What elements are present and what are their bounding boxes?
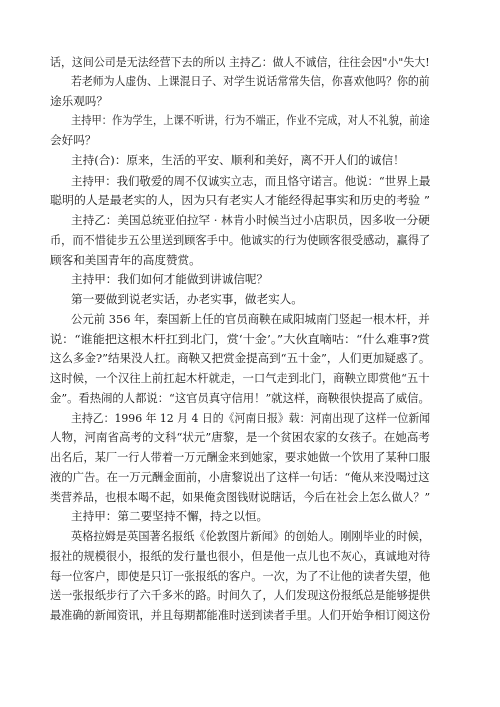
text-line: 会好吗？ [50, 133, 97, 147]
text-line: 公元前 356 年，秦国新上任的官员商鞅在咸阳城南门竖起一根木杆，并 [71, 312, 430, 326]
text-line: 送一张报纸步行了六千多米的路。时间久了，人们发现这份报纸总是能够提供 [50, 588, 431, 602]
text-line: 这么多金?”结果没人扛。商鞅又把赏金提高到“五十金”，人们更加疑惑了。 [50, 351, 431, 365]
text-line: 人物，河南省高考的文科“状元”唐黎，是一个贫困农家的女孩子。在她高考 [50, 430, 430, 444]
text-line: 英格拉姆是英国著名报纸《伦敦图片新闻》的创始人。刚刚毕业的时候， [71, 529, 431, 543]
text-line: 主持甲：作为学生，上课不听讲，行为不端正，作业不完成，对人不礼貌，前途 [71, 113, 430, 127]
text-line: 第一要做到说老实话，办老实事，做老实人。 [71, 292, 303, 306]
text-line: 主持甲：第二要坚持不懈，持之以恒。 [71, 509, 269, 523]
text-line: 报社的规模很小，报纸的发行量也很小，但是他一点儿也不灰心，真诚地对待 [50, 549, 431, 563]
text-line: 出名后，某厂一行人带着一万元酬金来到她家，要求她做一个饮用了某种口服 [50, 450, 431, 464]
text-line: 主持(合)：原来，生活的平安、顺利和美好，离不开人们的诚信！ [71, 153, 405, 167]
text-line: 币，而不惜徒步五公里送到顾客手中。他诚实的行为使顾客很受感动，赢得了 [50, 233, 431, 247]
text-line: 液的广告。在一万元酬金面前，小唐黎说出了这样一句话：“俺从来没喝过这 [50, 470, 430, 484]
text-line: 顾客和美国青年的高度赞赏。 [50, 253, 201, 267]
text-line: 说：“谁能把这根木杆扛到北门，赏‘十金’。”大伙直嘀咕：“什么难事?赏 [50, 332, 430, 346]
text-line: 这时候，一个汉往上前扛起木杆就走，一口气走到北门，商鞅立即赏他“五十 [50, 371, 430, 385]
text-line: 途乐观吗？ [50, 94, 108, 108]
text-line: 话，这间公司是无法经营下去的所以 主持乙：做人不诚信，往往会因"小"失大! [50, 55, 430, 69]
text-line: 类营养品，也根本喝不起，如果俺贪图钱财说瞎话，今后在社会上怎么做人？” [50, 490, 431, 504]
text-line: 主持甲：我们如何才能做到讲诚信呢？ [71, 272, 269, 286]
text-line: 主持乙：1996 年 12 月 4 日的《河南日报》载：河南出现了这样一位新闻 [71, 411, 431, 425]
text-line: 若老师为人虚伪、上课混日子、对学生说话常常失信，你喜欢他吗？你的前 [71, 74, 430, 88]
text-line: 主持甲：我们敬爱的周不仅诚实立志，而且恪守诺言。他说：“世界上最 [71, 174, 431, 188]
text-line: 最准确的新闻资讯，并且每期都能准时送到读者手里。人们开始争相订阅这份 [50, 608, 431, 622]
text-line: 主持乙：美国总统亚伯拉罕 · 林肯小时候当过小店职员，因多收一分硬 [71, 213, 430, 227]
text-line: 金”。看热闹的人都说：“这官员真守信用！”就这样，商鞅很快提高了威信。 [50, 391, 430, 405]
text-line: 每一位客户，即使是只订一张报纸的客户。一次，为了不让他的读者失望，他 [50, 569, 431, 583]
text-line: 聪明的人是最老实的人，因为只有老实人才能经得起事实和历史的考验 ” [50, 193, 431, 207]
